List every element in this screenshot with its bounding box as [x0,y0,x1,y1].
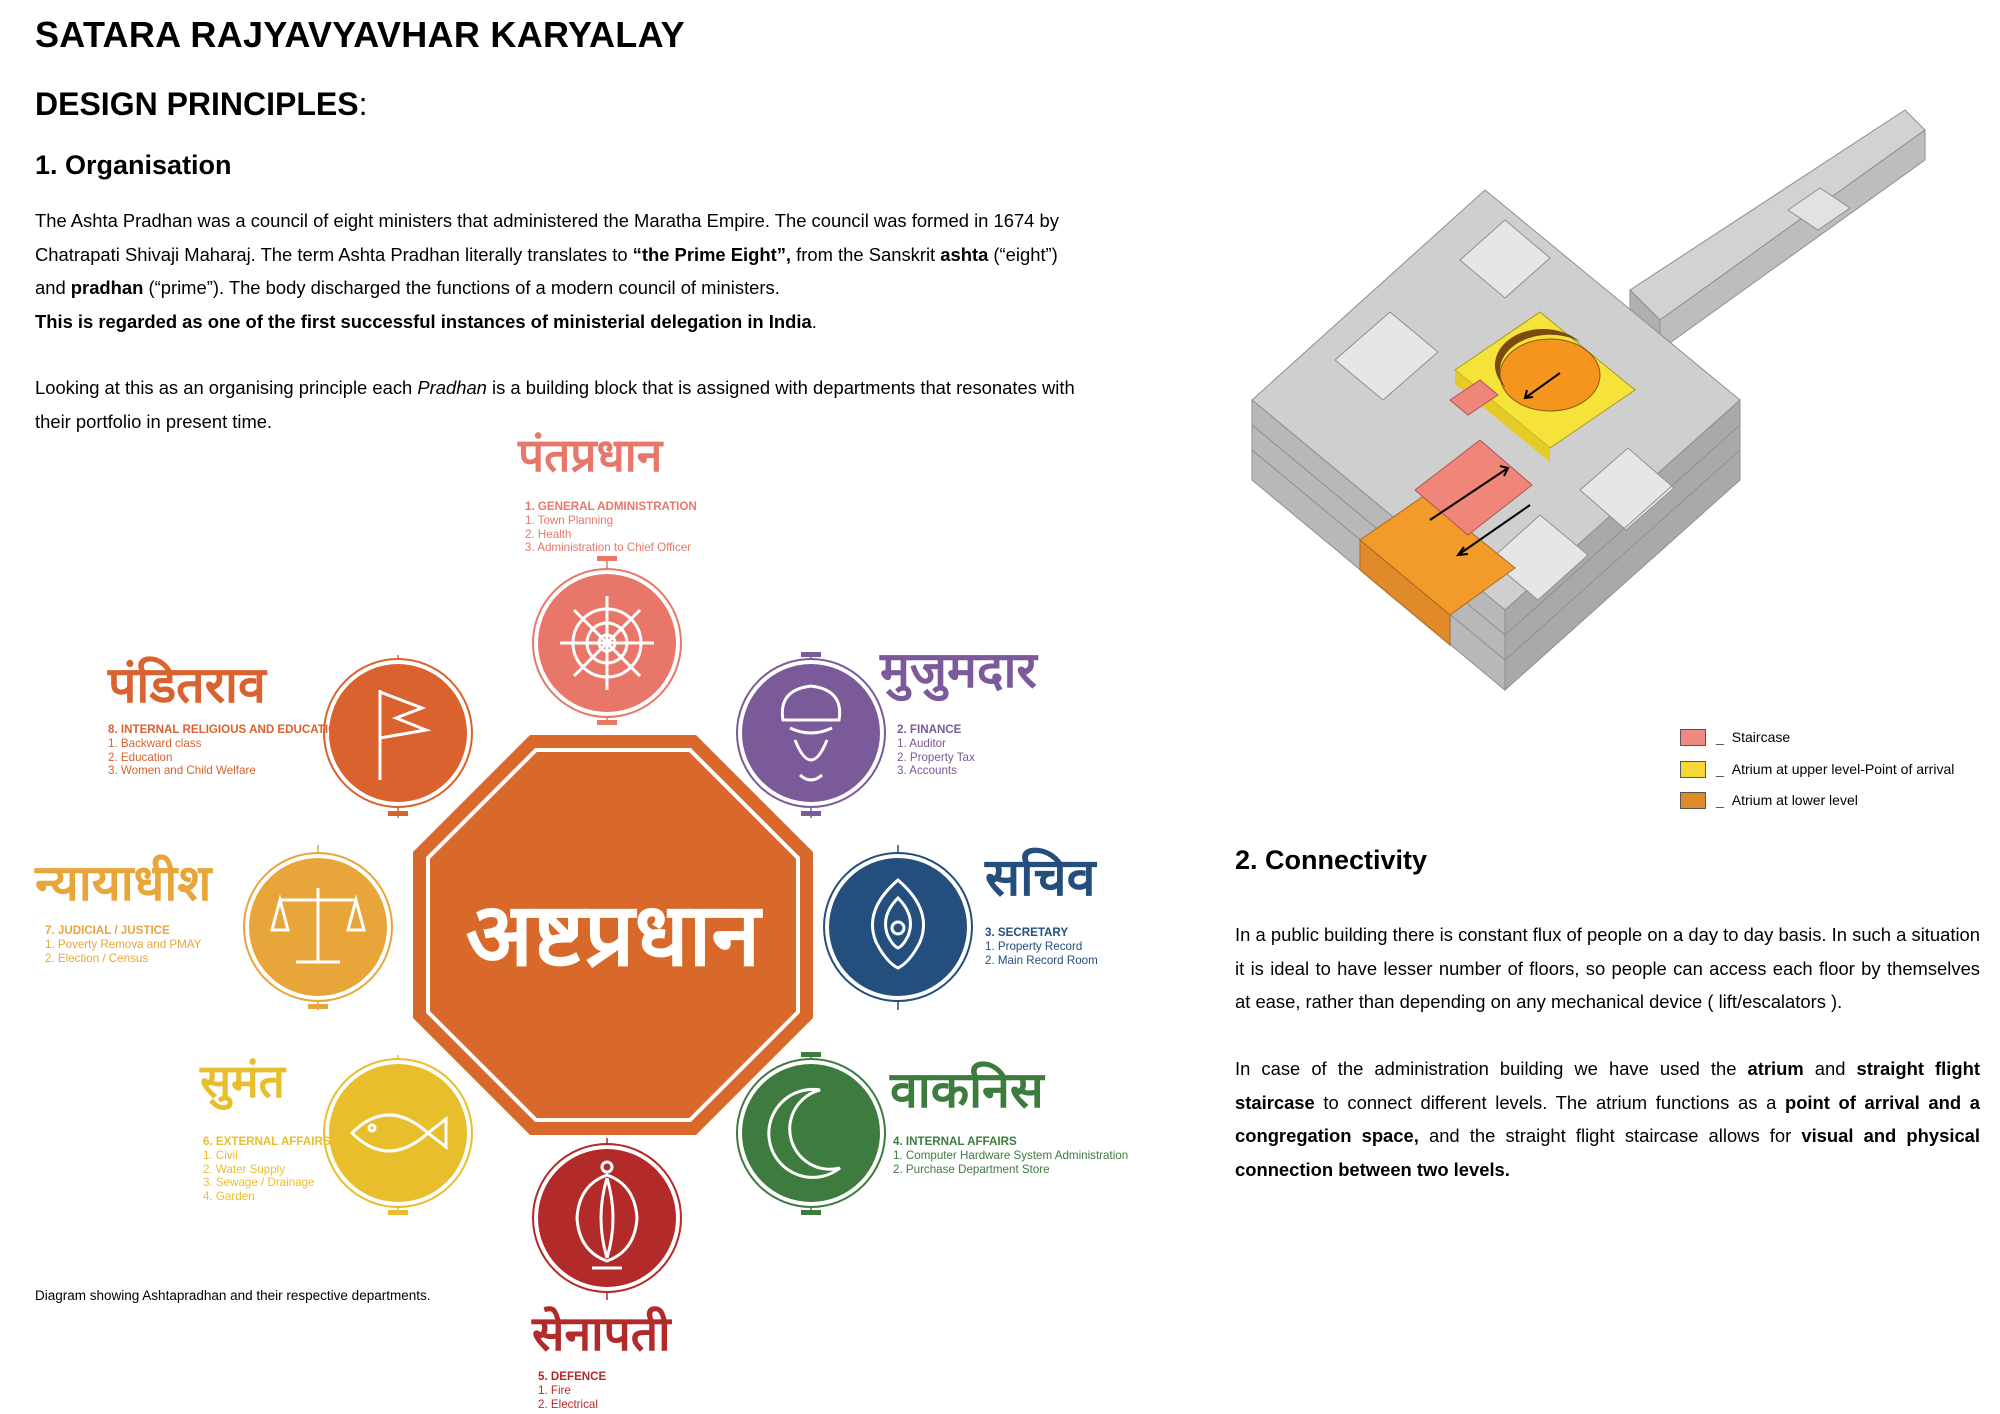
minister-1-medallion [533,556,681,725]
minister-6-departments: 6. EXTERNAL AFFAIRS 1. Civil 2. Water Supply 3. Sewage / Drainage 4. Garden [203,1135,331,1204]
legend-swatch-lower-atrium [1680,792,1706,809]
minister-5-departments: 5. DEFENCE 1. Fire 2. Electrical [538,1370,607,1411]
minister-4-departments: 4. INTERNAL AFFAIRS 1. Computer Hardware System Administration 2. Purchase Department Store [893,1135,1129,1176]
isometric-building-model [1240,90,1960,750]
minister-1-name: पंतप्रधान [518,428,663,482]
minister-8-name: पंडितराव [108,656,266,714]
delegation-statement: This is regarded as one of the first successful instances of ministerial delegation in India [35,310,812,332]
diagram-caption: Diagram showing Ashtapradhan and their respective departments. [35,1288,431,1303]
legend-upper-atrium: _ Atrium at upper level-Point of arrival [1680,759,1954,779]
organisation-paragraph-2: Looking at this as an organising principle each Pradhan is a building block that is assigned with departments that resonates with their portfolio in present time. [35,377,1075,432]
section-organisation-heading: 1. Organisation [35,150,232,180]
minister-7-name: न्यायाधीश [35,854,212,912]
minister-7-departments: 7. JUDICIAL / JUSTICE 1. Poverty Remova and PMAY 2. Election / Census [45,924,202,965]
connectivity-paragraph-2: In case of the administration building we have used the atrium and straight flight staircase to connect different levels. The atrium functions as a point of arrival and a congregation space, and the straight flight staircase allows for visual and physical connection between two levels. [1235,1058,1981,1180]
minister-2-medallion [737,652,885,818]
subtitle-text: DESIGN PRINCIPLES [35,86,359,122]
page-title: SATARA RAJYAVYAVHAR KARYALAY [35,14,685,55]
minister-3-medallion [824,845,972,1010]
minister-2-departments: 2. FINANCE 1. Auditor 2. Property Tax 3. Accounts [897,723,975,778]
minister-4-name: वाकनिस [890,1061,1044,1119]
section-connectivity-heading: 2. Connectivity [1235,845,1428,875]
minister-5-name: सेनापती [532,1306,671,1362]
organisation-paragraph-1: The Ashta Pradhan was a council of eight ministers that administered the Maratha Empire. The council was formed in 1674 by Chatrapati Shivaji Maharaj. The term Ashta Pradhan literally translates to “the Prime Eight”, from the Sanskrit ashta (“eight”) and pradhan (“prime”). The body discharged the functions of a modern council of ministers. This is regarded as one of the first successful instances of ministerial delegation in India. [35,210,1059,332]
center-label: अष्टप्रधान [465,883,761,986]
minister-1-departments: 1. GENERAL ADMINISTRATION 1. Town Planning 2. Health 3. Administration to Chief Officer [525,500,697,555]
minister-3-departments: 3. SECRETARY 1. Property Record 2. Main Record Room [985,926,1098,967]
minister-5-medallion [533,1138,681,1300]
legend-swatch-staircase [1680,729,1706,746]
legend-swatch-upper-atrium [1680,761,1706,778]
minister-8-medallion [324,655,472,818]
minister-6-name: सुमंत [200,1054,285,1108]
connectivity-paragraph-1: In a public building there is constant flux of people on a day to day basis. In such a situation it is ideal to have lesser number of floors, so people can access each floor by themselves at ease, rather than depending on any mechanical device ( lift/escalators ). [1235,924,1980,1012]
legend-lower-atrium: _ Atrium at lower level [1680,790,1858,810]
wheel-icon [560,596,654,690]
minister-7-medallion [244,845,392,1010]
minister-3-name: सचिव [985,848,1096,908]
minister-6-medallion [324,1055,472,1215]
subtitle-colon: : [358,86,368,122]
minister-4-medallion [737,1052,885,1215]
legend-staircase: _ Staircase [1680,727,1790,747]
minister-8-departments: 8. INTERNAL RELIGIOUS AND EDUCATION 1. Backward class 2. Education 3. Women and Child Welfare [108,723,346,778]
center-octagon [413,735,813,1135]
minister-2-name: मुजुमदार [880,641,1037,699]
